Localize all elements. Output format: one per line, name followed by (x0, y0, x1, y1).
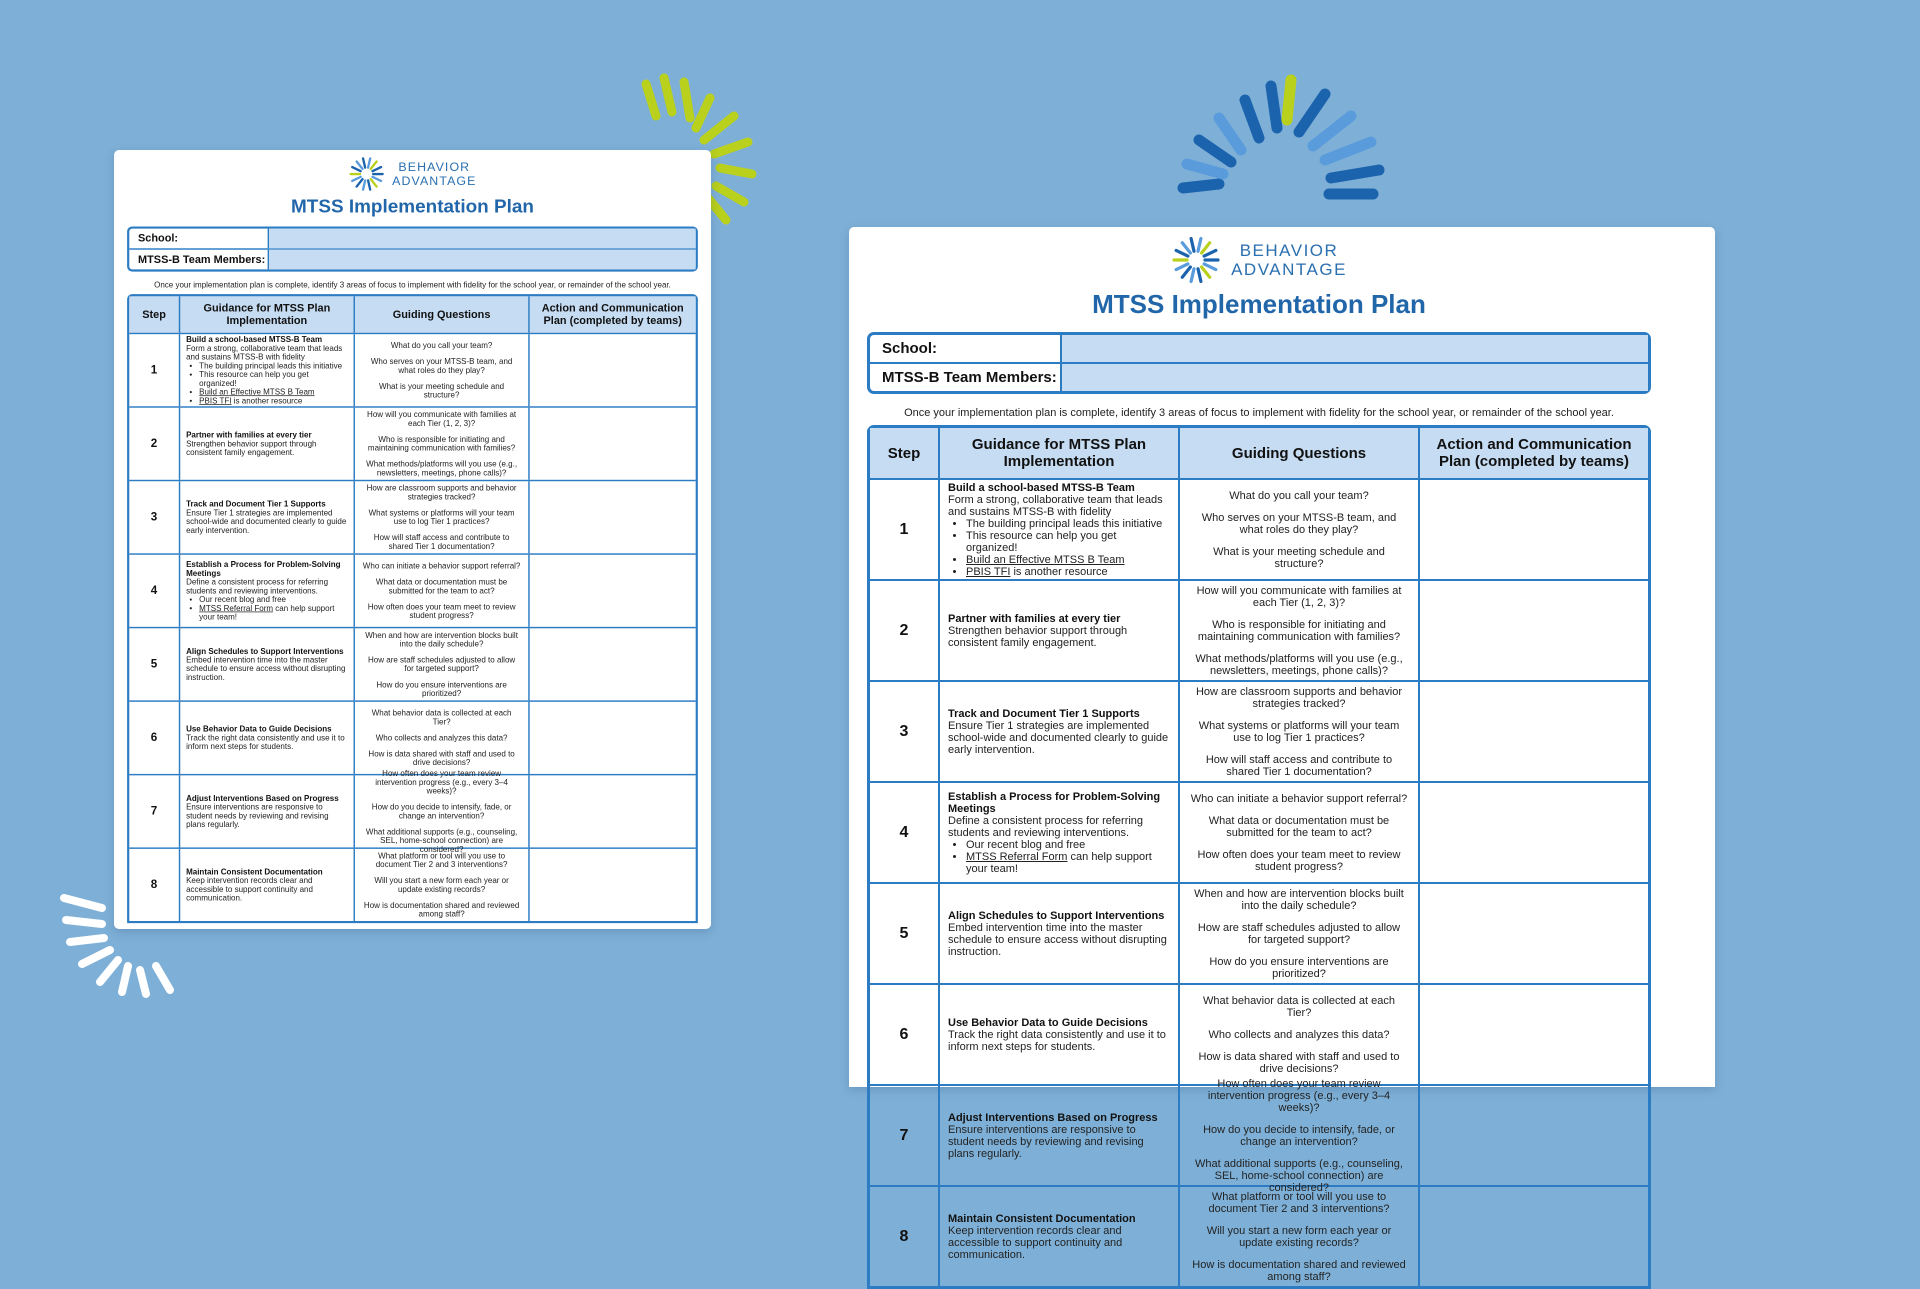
step-bullets (186, 361, 348, 405)
step-title: Use Behavior Data to Guide Decisions (186, 724, 332, 734)
plan-sheet-large (849, 227, 1715, 1283)
step-guidance (940, 682, 1180, 781)
step-guidance (180, 334, 355, 406)
guiding-question: How often does your team meet to review student progress? (1197, 848, 1401, 873)
guiding-question: Will you start a new form each year or update existing records? (1206, 1224, 1392, 1249)
guiding-question: How do you decide to intensify, fade, or change an intervention? (371, 802, 512, 821)
guiding-questions (1180, 480, 1420, 579)
step-guidance (180, 628, 355, 700)
step-description: Track the right data consistently and use it to inform next steps for students. (186, 733, 345, 751)
team-members-field[interactable] (269, 250, 696, 270)
action-plan-cell[interactable] (530, 849, 696, 921)
step-description: Embed intervention time into the master schedule to ensure access without disrupting instruction. (948, 921, 1167, 958)
guiding-question: What additional supports (e.g., counseling, SEL, home-school connection) are considered? (365, 827, 518, 854)
school-label: School: (870, 335, 1062, 362)
bullet-text: The building principal leads this initiative (966, 517, 1163, 530)
guiding-question: What do you call your team? (1229, 489, 1369, 502)
step-number: 3 (870, 682, 940, 781)
step-guidance (180, 408, 355, 480)
guiding-question: What platform or tool will you use to document Tier 2 and 3 interventions? (375, 851, 508, 869)
step-number: 5 (129, 628, 180, 700)
guiding-question: How will you communicate with families at each Tier (1, 2, 3)? (367, 410, 517, 428)
step-title: Partner with families at every tier (186, 430, 312, 440)
guiding-question: What is your meeting schedule and structure? (1213, 545, 1385, 570)
step-description: Define a consistent process for referring students and reviewing interventions. (186, 577, 329, 596)
header-questions: Guiding Questions (355, 296, 530, 332)
guiding-question: What systems or platforms will your team use to log Tier 1 practices? (368, 508, 515, 527)
step-description: Ensure Tier 1 strategies are implemented school-wide and documented clearly to guide early intervention. (186, 508, 347, 535)
step-number: 5 (870, 884, 940, 983)
bullet-text: This resource can help you get organized! (199, 370, 309, 388)
guiding-questions (1180, 783, 1420, 882)
header-questions: Guiding Questions (1180, 428, 1420, 478)
step-title: Adjust Interventions Based on Progress (948, 1111, 1158, 1124)
step-bullet (199, 604, 348, 621)
plan-table (127, 294, 698, 923)
guiding-question: What behavior data is collected at each Tier? (1202, 994, 1395, 1019)
guiding-question: Who serves on your MTSS-B team, and what roles do they play? (1201, 511, 1397, 536)
guiding-questions (355, 849, 530, 921)
step-title: Track and Document Tier 1 Supports (186, 499, 326, 509)
step-description: Ensure interventions are responsive to student needs by reviewing and revising plans regularly. (948, 1123, 1144, 1160)
logo (849, 235, 1669, 285)
step-number: 2 (129, 408, 180, 480)
guiding-questions (1180, 1077, 1420, 1194)
guiding-questions (355, 555, 530, 627)
step-guidance (180, 555, 355, 627)
step-number: 2 (870, 581, 940, 680)
guiding-question: Who collects and analyzes this data? (375, 733, 508, 743)
guiding-question: What is your meeting schedule and structure? (379, 381, 505, 400)
plan-row (870, 680, 1648, 781)
school-label: School: (129, 229, 269, 249)
step-description: Ensure Tier 1 strategies are implemented school-wide and documented clearly to guide early intervention. (948, 719, 1169, 756)
page-title: MTSS Implementation Plan (291, 195, 534, 217)
guiding-question: How do you decide to intensify, fade, or change an intervention? (1203, 1123, 1395, 1148)
action-plan-cell[interactable] (530, 702, 696, 774)
step-title: Maintain Consistent Documentation (948, 1212, 1136, 1225)
team-members-label: MTSS-B Team Members: (129, 250, 269, 270)
guiding-questions (355, 702, 530, 774)
guiding-question: How often does your team review intervention progress (e.g., every 3–4 weeks)? (1207, 1077, 1391, 1114)
action-plan-cell[interactable] (1420, 480, 1648, 579)
step-number: 3 (129, 481, 180, 553)
step-description: Strengthen behavior support through consistent family engagement. (948, 624, 1128, 649)
guiding-question: Who can initiate a behavior support referral? (1190, 792, 1408, 805)
guiding-question: What data or documentation must be submitted for the team to act? (375, 577, 508, 596)
action-plan-cell[interactable] (1420, 884, 1648, 983)
plan-row (870, 983, 1648, 1084)
step-description: Define a consistent process for referring students and reviewing interventions. (948, 814, 1144, 839)
resource-link[interactable]: Build an Effective MTSS B Team (966, 553, 1125, 566)
step-number: 7 (129, 775, 180, 847)
step-description: Embed intervention time into the master schedule to ensure access without disrupting instruction. (186, 655, 346, 682)
header-guidance: Guidance for MTSS Plan Implementation (940, 428, 1180, 478)
resource-link[interactable]: Build an Effective MTSS B Team (199, 387, 315, 397)
guiding-question: Will you start a new form each year or update existing records? (374, 876, 509, 894)
step-title: Establish a Process for Problem-Solving Meetings (186, 560, 341, 578)
step-title: Maintain Consistent Documentation (186, 867, 323, 877)
action-plan-cell[interactable] (1420, 1187, 1648, 1286)
plan-row (129, 406, 695, 480)
step-guidance (940, 884, 1180, 983)
guiding-question: When and how are intervention blocks built into the daily schedule? (1194, 887, 1404, 912)
guiding-question: How are classroom supports and behavior strategies tracked? (366, 483, 517, 502)
step-number: 6 (129, 702, 180, 774)
step-bullet (199, 595, 348, 604)
action-plan-cell[interactable] (1420, 783, 1648, 882)
school-field[interactable] (1062, 335, 1648, 362)
step-description: Form a strong, collaborative team that leads and sustains MTSS-B with fidelity (186, 344, 343, 362)
step-description: Track the right data consistently and use it to inform next steps for students. (948, 1028, 1166, 1053)
header-guidance: Guidance for MTSS Plan Implementation (180, 296, 355, 332)
action-plan-cell[interactable] (530, 775, 696, 847)
header-step: Step (129, 296, 180, 332)
guiding-question: How will staff access and contribute to shared Tier 1 documentation? (373, 533, 510, 551)
step-guidance (940, 783, 1180, 882)
guiding-question: What methods/platforms will you use (e.g., newsletters, meetings, phone calls)? (1195, 652, 1403, 677)
action-plan-cell[interactable] (530, 408, 696, 480)
resource-link[interactable]: MTSS Referral Form (199, 603, 274, 613)
guiding-question: How often does your team review intervention progress (e.g., every 3–4 weeks)? (375, 769, 508, 796)
step-bullet (199, 370, 348, 387)
step-title: Align Schedules to Support Interventions (186, 646, 344, 656)
step-title: Build a school-based MTSS-B Team (948, 481, 1135, 494)
step-guidance (180, 775, 355, 847)
step-number: 4 (870, 783, 940, 882)
guiding-question: Who collects and analyzes this data? (1208, 1028, 1390, 1041)
guiding-questions (355, 628, 530, 700)
resource-link[interactable]: MTSS Referral Form (966, 850, 1068, 863)
action-plan-cell[interactable] (1420, 985, 1648, 1084)
step-guidance (940, 1086, 1180, 1185)
guiding-question: How is data shared with staff and used to drive decisions? (1198, 1050, 1400, 1075)
step-bullet (966, 566, 1170, 578)
guiding-questions (355, 481, 530, 553)
step-description: Ensure interventions are responsive to student needs by reviewing and revising plans regularly. (186, 802, 329, 829)
logo-line-2: ADVANTAGE (392, 174, 477, 188)
guiding-question: How will staff access and contribute to shared Tier 1 documentation? (1205, 753, 1393, 778)
guiding-question: How is documentation shared and reviewed among staff? (363, 900, 520, 919)
guiding-question: What methods/platforms will you use (e.g., newsletters, meetings, phone calls)? (366, 459, 518, 478)
resource-link[interactable]: PBIS TFI (966, 565, 1011, 578)
bullet-text: can help support your team! (199, 603, 335, 622)
logo-line-1: BEHAVIOR (398, 160, 471, 175)
guiding-questions (1180, 581, 1420, 680)
step-bullets (948, 518, 1170, 578)
guiding-questions (355, 769, 530, 854)
guiding-question: How do you ensure interventions are prioritized? (376, 680, 507, 698)
guiding-questions (1180, 1187, 1420, 1286)
step-bullet (199, 361, 348, 370)
header-action: Action and Communication Plan (completed by teams) (1436, 436, 1632, 470)
page-title: MTSS Implementation Plan (1092, 289, 1426, 319)
step-number: 8 (129, 849, 180, 921)
header-step: Step (870, 428, 940, 478)
guiding-question: When and how are intervention blocks built into the daily schedule? (365, 630, 518, 649)
step-bullet (966, 851, 1170, 875)
bullet-text: is another resource (1010, 565, 1108, 578)
guiding-questions (355, 408, 530, 480)
guiding-questions (1180, 884, 1420, 983)
step-guidance (180, 481, 355, 553)
logo (114, 156, 711, 192)
team-members-label: MTSS-B Team Members: (870, 364, 1062, 391)
action-plan-cell[interactable] (530, 555, 696, 627)
plan-row (870, 1077, 1648, 1194)
step-bullet (199, 396, 348, 405)
logo-mark-icon (1171, 235, 1221, 285)
guiding-question: How are staff schedules adjusted to allow for targeted support? (367, 655, 516, 674)
bullet-text: This resource can help you get organized! (966, 529, 1117, 554)
step-guidance (180, 849, 355, 921)
instructions-text: Once your implementation plan is complete, identify 3 areas of focus to implement with fidelity for the school year, or remainder of the school year. (904, 407, 1614, 419)
step-bullet (966, 554, 1170, 566)
step-bullet (966, 518, 1170, 530)
step-title: Align Schedules to Support Interventions (948, 909, 1165, 922)
guiding-question: What platform or tool will you use to document Tier 2 and 3 interventions? (1208, 1190, 1390, 1215)
guiding-question: What additional supports (e.g., counseling, SEL, home-school connection) are considered? (1195, 1157, 1403, 1194)
step-number: 4 (129, 555, 180, 627)
step-title: Partner with families at every tier (948, 612, 1121, 625)
guiding-question: How is documentation shared and reviewed among staff? (1192, 1258, 1406, 1283)
step-bullet (966, 530, 1170, 554)
guiding-question: What systems or platforms will your team use to log Tier 1 practices? (1198, 719, 1400, 744)
bullet-text: The building principal leads this initiative (199, 361, 343, 371)
logo-line-2: ADVANTAGE (1231, 260, 1347, 279)
plan-table-header (129, 296, 695, 332)
guiding-question: What data or documentation must be submitted for the team to act? (1208, 814, 1390, 839)
step-title: Build a school-based MTSS-B Team (186, 335, 323, 345)
guiding-question: How is data shared with staff and used to drive decisions? (368, 749, 515, 767)
step-bullets (948, 839, 1170, 875)
plan-table (867, 425, 1651, 1289)
school-field[interactable] (269, 229, 696, 249)
plan-row (870, 579, 1648, 680)
bullet-text: Our recent blog and free (199, 595, 286, 604)
guiding-question: How are classroom supports and behavior strategies tracked? (1195, 685, 1403, 710)
plan-row (870, 478, 1648, 579)
step-guidance (940, 581, 1180, 680)
step-description: Keep intervention records clear and accessible to support continuity and communication. (948, 1224, 1123, 1261)
step-title: Establish a Process for Problem-Solving Meetings (948, 790, 1161, 815)
guiding-question: Who is responsible for initiating and maintaining communication with families? (367, 435, 516, 453)
school-info-table (127, 226, 698, 271)
resource-link[interactable]: PBIS TFI (199, 396, 232, 406)
instructions-text: Once your implementation plan is complete, identify 3 areas of focus to implement with fidelity for the school year, or remainder of the school year. (154, 281, 671, 290)
plan-row (870, 781, 1648, 882)
guiding-question: How are staff schedules adjusted to allow for targeted support? (1197, 921, 1401, 946)
guiding-question: What behavior data is collected at each Tier? (371, 708, 512, 727)
step-description: Strengthen behavior support through consistent family engagement. (186, 439, 317, 457)
step-description: Keep intervention records clear and accessible to support continuity and communication. (186, 876, 313, 903)
step-description: Form a strong, collaborative team that leads and sustains MTSS-B with fidelity (948, 493, 1163, 518)
guiding-question: Who can initiate a behavior support referral? (362, 561, 521, 571)
guiding-question: How do you ensure interventions are prioritized? (1209, 955, 1389, 980)
plan-row (129, 553, 695, 627)
step-title: Track and Document Tier 1 Supports (948, 707, 1140, 720)
step-number: 1 (129, 334, 180, 406)
plan-row (129, 333, 695, 407)
bullet-text: Our recent blog and free (966, 838, 1086, 851)
action-plan-cell[interactable] (1420, 1086, 1648, 1185)
step-title: Adjust Interventions Based on Progress (186, 793, 339, 803)
guiding-questions (1180, 985, 1420, 1084)
step-number: 1 (870, 480, 940, 579)
step-number: 8 (870, 1187, 940, 1286)
plan-row (870, 882, 1648, 983)
bullet-text: is another resource (231, 396, 303, 406)
plan-table-header (870, 428, 1648, 478)
guiding-question: Who serves on your MTSS-B team, and what roles do they play? (370, 357, 513, 375)
step-number: 6 (870, 985, 940, 1084)
guiding-questions (1180, 682, 1420, 781)
plan-row (129, 700, 695, 774)
step-bullet (966, 839, 1170, 851)
guiding-question: Who is responsible for initiating and maintaining communication with families? (1197, 618, 1401, 643)
guiding-question: What do you call your team? (390, 341, 493, 350)
plan-row (129, 847, 695, 921)
team-members-field[interactable] (1062, 364, 1648, 391)
guiding-questions (355, 334, 530, 406)
plan-row (129, 627, 695, 701)
step-guidance (940, 1187, 1180, 1286)
plan-row (870, 1185, 1648, 1286)
action-plan-cell[interactable] (1420, 581, 1648, 680)
blue-burst-right (1175, 70, 1395, 210)
header-action: Action and Communication Plan (completed by teams) (541, 302, 684, 327)
action-plan-cell[interactable] (1420, 682, 1648, 781)
guiding-question: How will you communicate with families at each Tier (1, 2, 3)? (1196, 584, 1402, 609)
plan-row (129, 769, 695, 854)
bullet-text: can help support your team! (966, 850, 1152, 875)
plan-sheet-small (114, 150, 711, 929)
step-title: Use Behavior Data to Guide Decisions (948, 1016, 1148, 1029)
logo-mark-icon (348, 156, 384, 192)
step-guidance (180, 702, 355, 774)
logo-line-1: BEHAVIOR (1239, 241, 1339, 260)
action-plan-cell[interactable] (530, 334, 696, 406)
step-bullet (199, 388, 348, 397)
step-bullets (186, 595, 348, 621)
step-guidance (940, 985, 1180, 1084)
step-number: 7 (870, 1086, 940, 1185)
action-plan-cell[interactable] (530, 628, 696, 700)
plan-row (129, 480, 695, 554)
step-guidance (940, 480, 1180, 579)
school-info-table (867, 332, 1651, 394)
guiding-question: How often does your team meet to review student progress? (367, 602, 516, 620)
action-plan-cell[interactable] (530, 481, 696, 553)
